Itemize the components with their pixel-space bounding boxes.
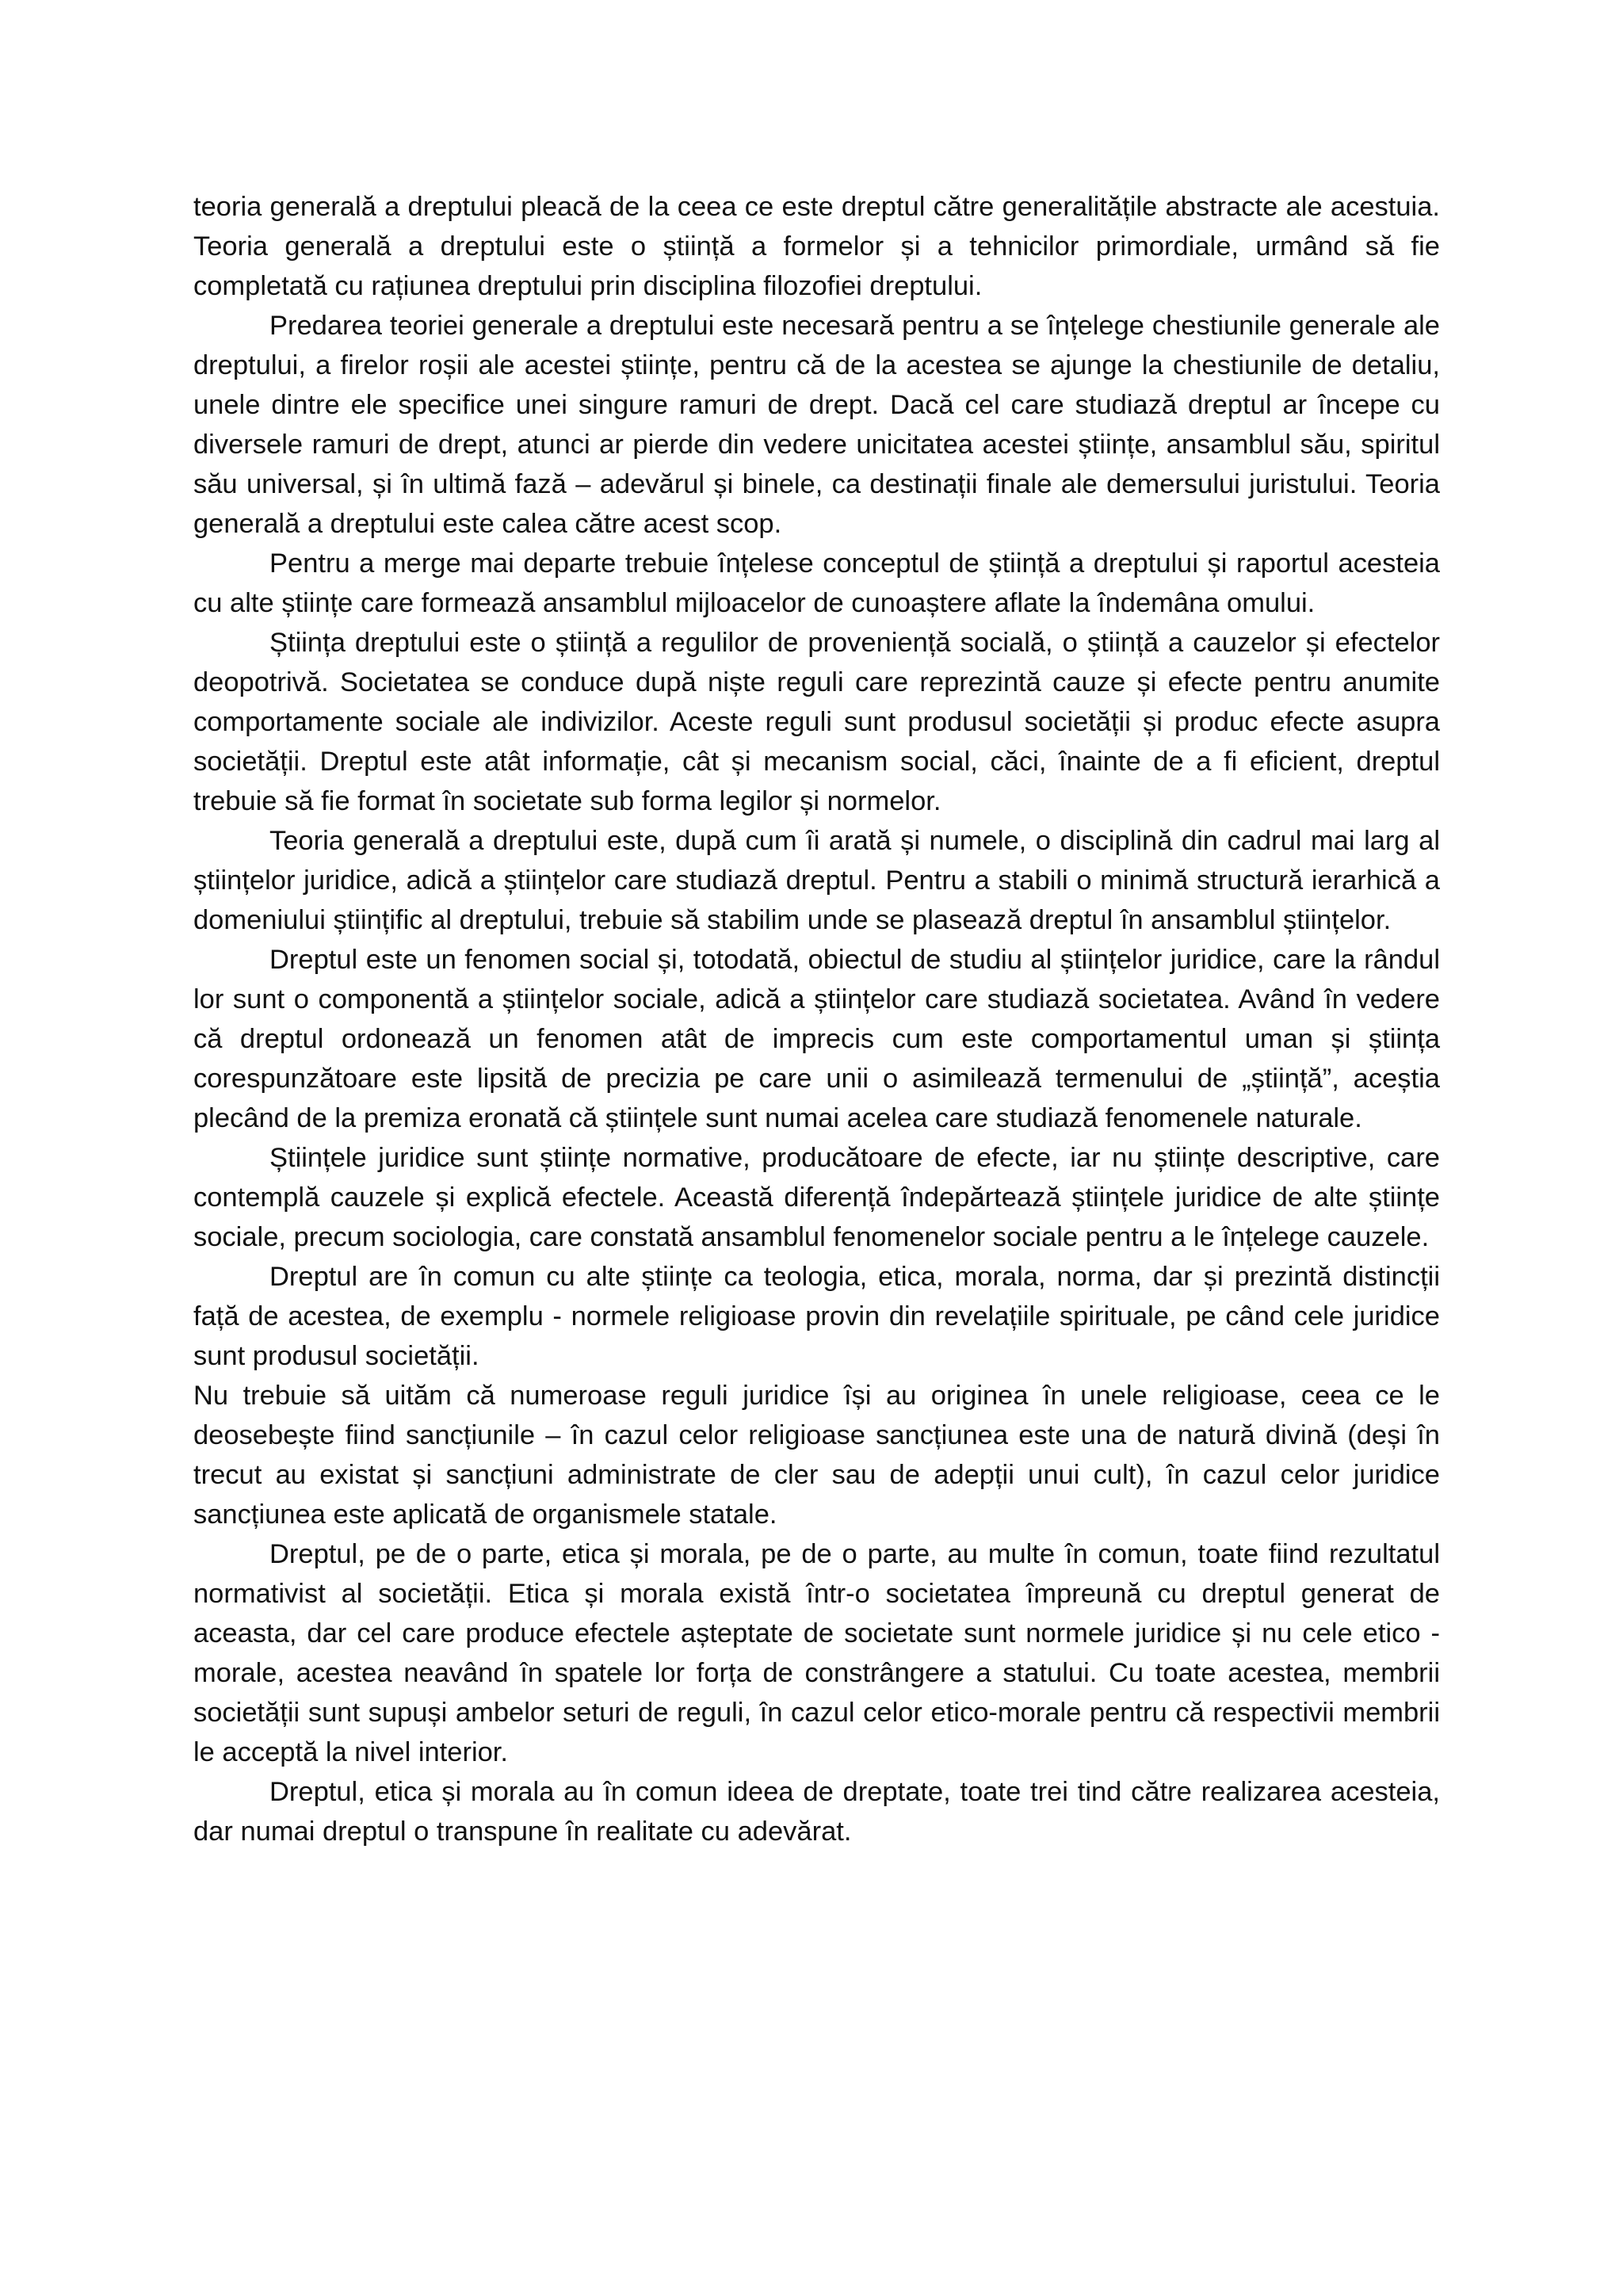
paragraph-1: teoria generală a dreptului pleacă de la ceea ce este dreptul către generalitățile abstracte ale acestuia. Teoria generală a dreptului este o știință a formelor și a tehnicilor primordiale, urmând să fie completată cu rațiunea dreptului prin disciplina filozofiei dreptului.: [193, 192, 1440, 301]
paragraph-10: Dreptul, pe de o parte, etica și morala, pe de o parte, au multe în comun, toate fiind rezultatul normativist al societății. Etica și morala există într-o societatea împreună cu dreptul generat de aceasta, dar cel care produce efectele așteptate de societate sunt normele juridice și nu cele etico - morale, acestea neavând în spatele lor forța de constrângere a statului. Cu toate acestea, membrii societății sunt supuși ambelor seturi de reguli, în cazul celor etico-morale pentru că respectivii membrii le acceptă la nivel interior.: [193, 1539, 1440, 1767]
paragraph-9: Nu trebuie să uităm că numeroase reguli juridice își au originea în unele religioase, ceea ce le deosebește fiind sancțiunile – în cazul celor religioase sancțiunea este una de natură divină (deși în trecut au existat și sancțiuni administrate de cler sau de adepții unui cult), în cazul celor juridice sancțiunea este aplicată de organismele statale.: [193, 1381, 1440, 1530]
document-page: [193, 187, 1440, 1851]
paragraph-7: Științele juridice sunt științe normative, producătoare de efecte, iar nu științe descriptive, care contemplă cauzele și explică efectele. Această diferență îndepărtează științele juridice de alte științe sociale, precum sociologia, care constată ansamblul fenomenelor sociale pentru a le înțelege cauzele.: [193, 1143, 1440, 1252]
paragraph-5: Teoria generală a dreptului este, după cum îi arată și numele, o disciplină din cadrul mai larg al științelor juridice, adică a științelor care studiază dreptul. Pentru a stabili o minimă structură ierarhică a domeniului științific al dreptului, trebuie să stabilim unde se plasează dreptul în ansamblul științelor.: [193, 826, 1440, 935]
paragraph-2: Predarea teoriei generale a dreptului este necesară pentru a se înțelege chestiunile generale ale dreptului, a firelor roșii ale acestei științe, pentru că de la acestea se ajunge la chestiunile de detaliu, unele dintre ele specifice unei singure ramuri de drept. Dacă cel care studiază dreptul ar începe cu diversele ramuri de drept, atunci ar pierde din vedere unicitatea acestei științe, ansamblul său, spiritul său universal, și în ultimă fază – adevărul și binele, ca destinații finale ale demersului juristului. Teoria generală a dreptului este calea către acest scop.: [193, 311, 1440, 539]
paragraph-3: Pentru a merge mai departe trebuie înțelese conceptul de știință a dreptului și raportul acesteia cu alte științe care formează ansamblul mijloacelor de cunoaștere aflate la îndemâna omului.: [193, 548, 1440, 618]
paragraph-4: Știința dreptului este o știință a regulilor de proveniență socială, o știință a cauzelor și efectelor deopotrivă. Societatea se conduce după niște reguli care reprezintă cauze și efecte pentru anumite comportamente sociale ale indivizilor. Aceste reguli sunt produsul societății și produc efecte asupra societății. Dreptul este atât informație, cât și mecanism social, căci, înainte de a fi eficient, dreptul trebuie să fie format în societate sub forma legilor și normelor.: [193, 628, 1440, 816]
paragraph-11: Dreptul, etica și morala au în comun ideea de dreptate, toate trei tind către realizarea acesteia, dar numai dreptul o transpune în realitate cu adevărat.: [193, 1777, 1440, 1847]
paragraph-8: Dreptul are în comun cu alte științe ca teologia, etica, morala, norma, dar și prezintă distincții față de acestea, de exemplu - normele religioase provin din revelațiile spirituale, pe când cele juridice sunt produsul societății.: [193, 1262, 1440, 1371]
paragraph-6: Dreptul este un fenomen social și, totodată, obiectul de studiu al științelor juridice, care la rândul lor sunt o componentă a științelor sociale, adică a științelor care studiază societatea. Având în vedere că dreptul ordonează un fenomen atât de imprecis cum este comportamentul uman și știința corespunzătoare este lipsită de precizia pe care unii o asimilează termenului de „știință”, aceștia plecând de la premiza eronată că științele sunt numai acelea care studiază fenomenele naturale.: [193, 945, 1440, 1133]
